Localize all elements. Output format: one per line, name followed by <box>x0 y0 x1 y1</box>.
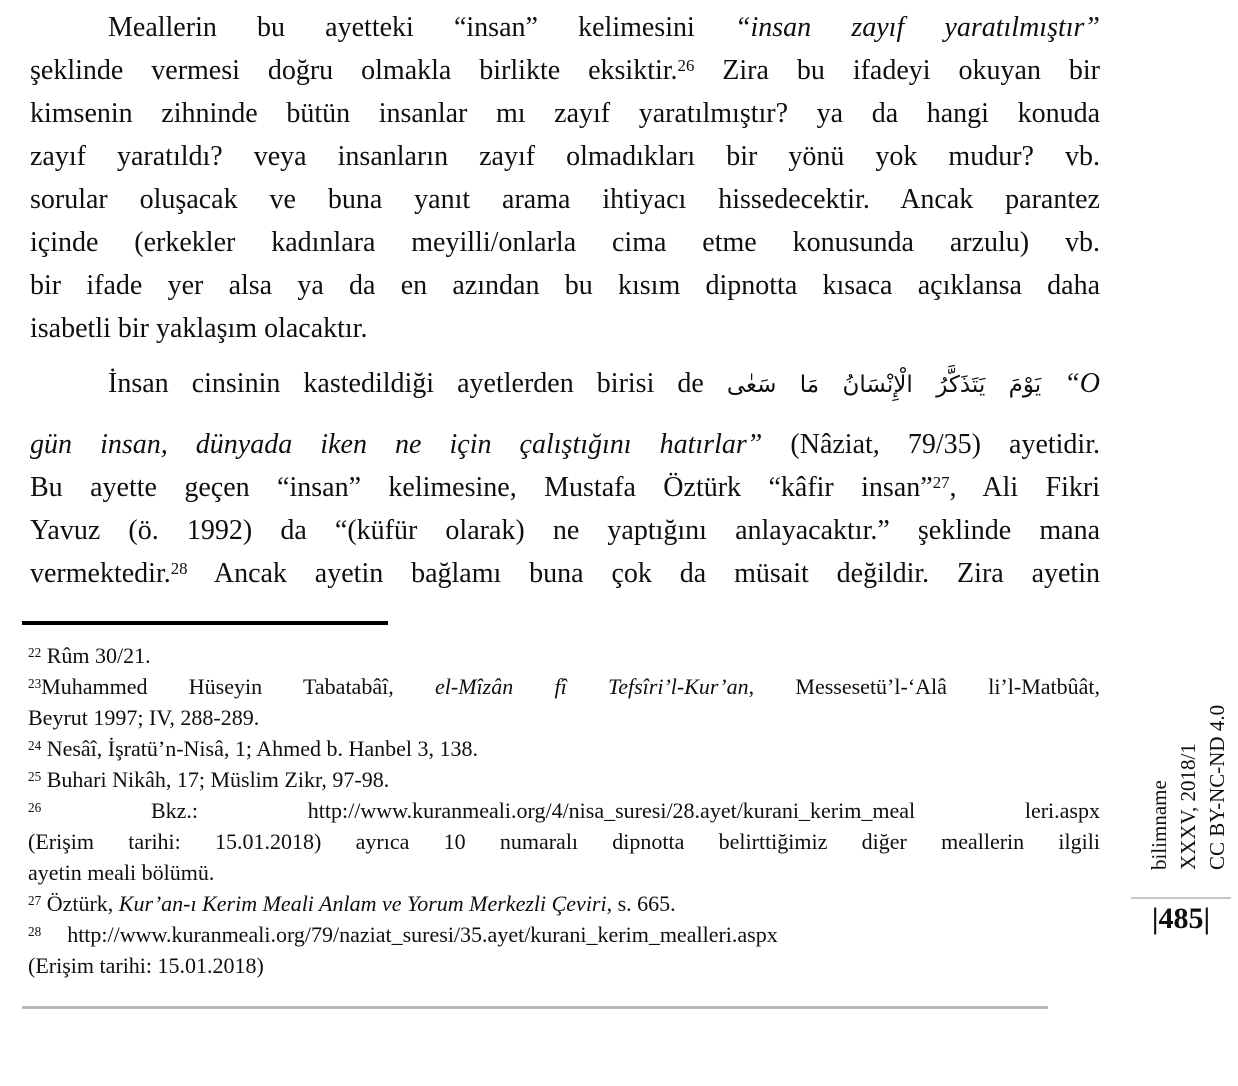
text-segment: , Messesetü’l-‘Alâ li’l-Matbûât, <box>748 674 1101 699</box>
footnote-line <box>28 702 1100 733</box>
body-line <box>30 92 1100 135</box>
footnote-marker: 22 <box>28 644 42 660</box>
text-segment: Yavuz (ö. 1992) da “(küfür olarak) ne yaptığını anlayacaktır.” şeklinde mana <box>30 515 1100 546</box>
body-line <box>30 362 1100 407</box>
italic-text: Kur’an-ı Kerim Meali Anlam ve Yorum Merkezli Çeviri <box>118 891 607 916</box>
footnote <box>28 919 1100 981</box>
footnote-marker: 26 <box>677 55 695 75</box>
footnote <box>28 795 1100 888</box>
text-segment: bir ifade yer alsa ya da en azından bu kısım dipnotta kısaca açıklansa daha <box>30 270 1100 301</box>
body-line <box>30 135 1100 178</box>
footnote-line <box>28 950 1100 981</box>
body-line <box>30 307 1100 350</box>
text-segment: zayıf yaratıldı? veya insanların zayıf olmadıkları bir yönü yok mudur? vb. <box>30 141 1100 172</box>
footnote-marker: 27 <box>28 892 42 908</box>
italic-text: el-Mîzân fî Tefsîri’l-Kur’an <box>435 674 749 699</box>
text-segment: Muhammed Hüseyin Tabatabâî, <box>41 674 435 699</box>
text-segment: Öztürk, <box>41 891 119 916</box>
italic-text: “insan zayıf yaratılmıştır” <box>734 12 1100 43</box>
footnote-marker: 24 <box>28 737 42 753</box>
footnotes <box>28 640 1100 981</box>
body-line <box>30 49 1100 92</box>
footnote-line <box>28 857 1100 888</box>
text-segment: sorular oluşacak ve buna yanıt arama ihtiyacı hissedecektir. Ancak parantez <box>30 184 1100 215</box>
text-segment: isabetli bir yaklaşım olacaktır. <box>30 313 368 344</box>
text-segment: Beyrut 1997; IV, 288-289. <box>28 705 260 730</box>
body-paragraph <box>30 6 1100 350</box>
journal-issue: XXXV, 2018/1 <box>1176 743 1200 870</box>
text-segment: Bkz.: http://www.kuranmeali.org/4/nisa_suresi/28.ayet/kurani_kerim_meal leri.aspx <box>41 798 1100 823</box>
text-segment: Ancak ayetin bağlamı buna çok da müsait değildir. Zira ayetin <box>187 558 1100 589</box>
text-segment: , s. 665. <box>606 891 676 916</box>
italic-text: “O <box>1064 368 1100 399</box>
footnote-marker: 25 <box>28 768 42 784</box>
footnote-line <box>28 671 1100 702</box>
footnote-marker: 28 <box>28 923 42 939</box>
text-segment: Buhari Nikâh, 17; Müslim Zikr, 97-98. <box>41 767 390 792</box>
footnote-marker: 27 <box>932 472 950 492</box>
text-segment: Zira bu ifadeyi okuyan bir <box>694 55 1100 86</box>
italic-text: gün insan, dünyada iken ne için çalıştığını hatırlar” <box>30 429 763 460</box>
footnote-marker: 23 <box>28 675 42 691</box>
text-segment: Nesâî, İşratü’n-Nisâ, 1; Ahmed b. Hanbel 3, 138. <box>41 736 479 761</box>
journal-name: bilimname <box>1147 780 1171 870</box>
body-paragraph <box>30 362 1100 595</box>
text-segment: (Erişim tarihi: 15.01.2018) <box>28 953 264 978</box>
footnote <box>28 733 1100 764</box>
journal-sidebar <box>1145 690 1235 870</box>
body-line <box>30 264 1100 307</box>
body-line <box>30 178 1100 221</box>
bottom-rule <box>22 1006 1048 1009</box>
text-segment: içinde (erkekler kadınlara meyilli/onlarla cima etme konusunda arzulu) vb. <box>30 227 1100 258</box>
text-segment: (Nâziat, 79/35) ayetidir. <box>762 429 1100 460</box>
text-segment: İnsan cinsinin kastedildiği ayetlerden birisi de <box>108 368 727 399</box>
body-line <box>30 221 1100 264</box>
footnote <box>28 888 1100 919</box>
footnote <box>28 671 1100 733</box>
body-line <box>30 423 1100 466</box>
footnote <box>28 764 1100 795</box>
text-segment: , Ali Fikri <box>949 472 1100 503</box>
text-segment: Rûm 30/21. <box>41 643 151 668</box>
text-segment <box>1041 368 1064 399</box>
arabic-quran-quote: يَوْمَ يَتَذَكَّرُ الْإِنْسَانُ مَا سَعٰى <box>726 372 1042 398</box>
text-segment: kimsenin zihninde bütün insanlar mı zayıf yaratılmıştır? ya da hangi konuda <box>30 98 1100 129</box>
body-line <box>30 6 1100 49</box>
article-body <box>30 6 1100 595</box>
text-segment: ayetin meali bölümü. <box>28 860 215 885</box>
text-segment: (Erişim tarihi: 15.01.2018) ayrıca 10 numaralı dipnotta belirttiğimiz diğer meallerin ilgili <box>28 829 1100 854</box>
footnote-separator-rule <box>22 621 388 625</box>
body-line <box>30 552 1100 595</box>
footnote-marker: 26 <box>28 799 42 815</box>
body-line <box>30 509 1100 552</box>
text-segment: http://www.kuranmeali.org/79/naziat_suresi/35.ayet/kurani_kerim_mealleri.aspx <box>67 922 778 947</box>
footnote-line <box>28 640 1100 671</box>
text-segment: Meallerin bu ayetteki “insan” kelimesini <box>108 12 735 43</box>
text-segment: Bu ayette geçen “insan” kelimesine, Mustafa Öztürk “kâfir insan” <box>30 472 933 503</box>
footnote-line <box>28 764 1100 795</box>
footnote-line <box>28 826 1100 857</box>
footnote-line <box>28 795 1100 826</box>
footnote-line <box>28 888 1100 919</box>
page-number-rule <box>1131 897 1231 899</box>
body-line <box>30 466 1100 509</box>
text-segment: vermektedir. <box>30 558 171 589</box>
footnote-line <box>28 919 1100 950</box>
text-segment: şeklinde vermesi doğru olmakla birlikte eksiktir. <box>30 55 678 86</box>
page-number: |485| <box>1151 902 1211 935</box>
journal-license: CC BY-NC-ND 4.0 <box>1205 704 1229 870</box>
footnote-line <box>28 733 1100 764</box>
footnote <box>28 640 1100 671</box>
footnote-marker: 28 <box>170 558 188 578</box>
